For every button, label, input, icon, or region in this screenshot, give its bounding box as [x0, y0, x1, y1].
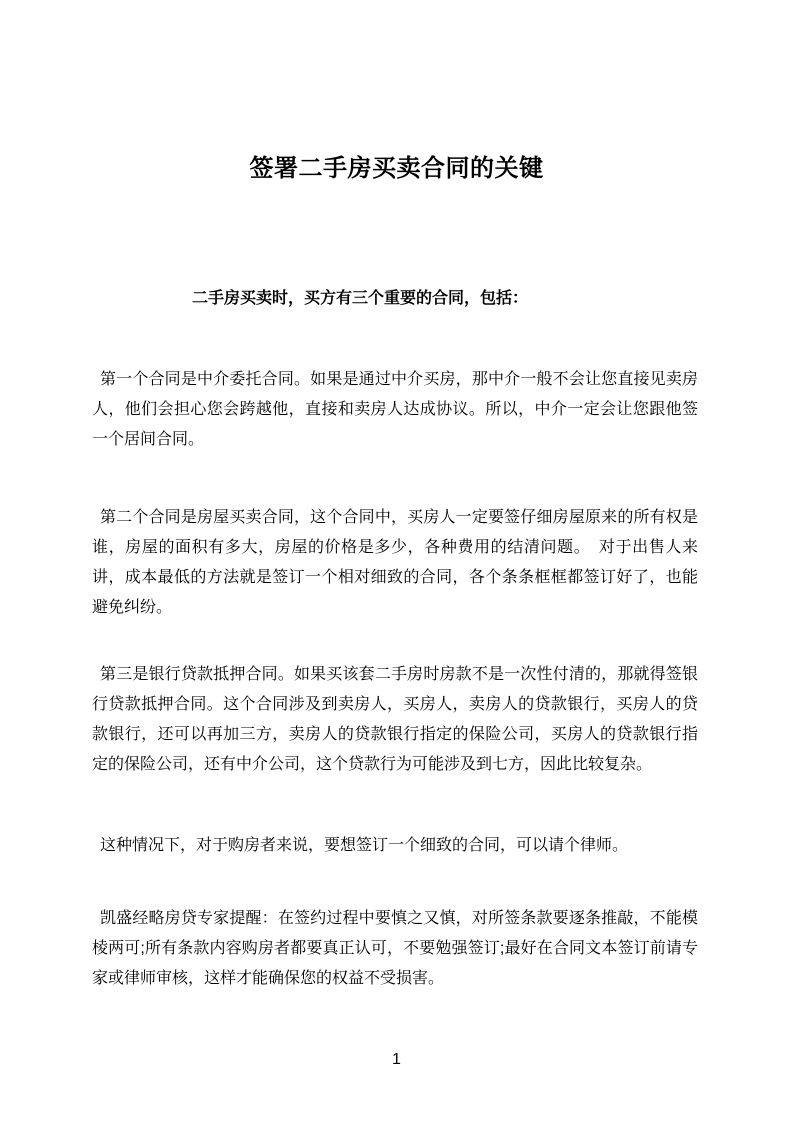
body-paragraph: 第二个合同是房屋买卖合同，这个合同中，买房人一定要签仔细房屋原来的所有权是谁，房屋的面积有多大，房屋的价格是多少，各种费用的结清问题。 对于出售人来讲，成本最低的方法就是签订一个相对细致的合同，各个条条框框都签订好了，也能避免纠纷。: [92, 509, 698, 616]
body-paragraph: 第三是银行贷款抵押合同。如果买该套二手房时房款不是一次性付清的，那就得签银行贷款抵押合同。这个合同涉及到卖房人，买房人，卖房人的贷款银行，买房人的贷款银行，还可以再加三方，卖房人的贷款银行指定的保险公司，买房人的贷款银行指定的保险公司，还有中介公司，这个贷款行为可能涉及到七方，因此比较复杂。: [92, 666, 698, 773]
document-title: 签署二手房买卖合同的关键: [249, 155, 544, 183]
page-number: 1: [392, 1051, 401, 1068]
intro-paragraph: 二手房买卖时，买方有三个重要的合同，包括：: [192, 290, 529, 307]
body-paragraph: 这种情况下，对于购房者来说，要想签订一个细致的合同，可以请个律师。: [100, 837, 629, 854]
body-paragraph: 凯盛经略房贷专家提醒：在签约过程中要慎之又慎，对所签条款要逐条推敲，不能模棱两可;所有条款内容购房者都要真正认可，不要勉强签订;最好在合同文本签订前请专家或律师审核，这样才能确保您的权益不受损害。: [92, 910, 698, 987]
body-paragraph: 第一个合同是中介委托合同。如果是通过中介买房，那中介一般不会让您直接见卖房人，他们会担心您会跨越他，直接和卖房人达成协议。所以，中介一定会让您跟他签一个居间合同。: [92, 371, 698, 448]
